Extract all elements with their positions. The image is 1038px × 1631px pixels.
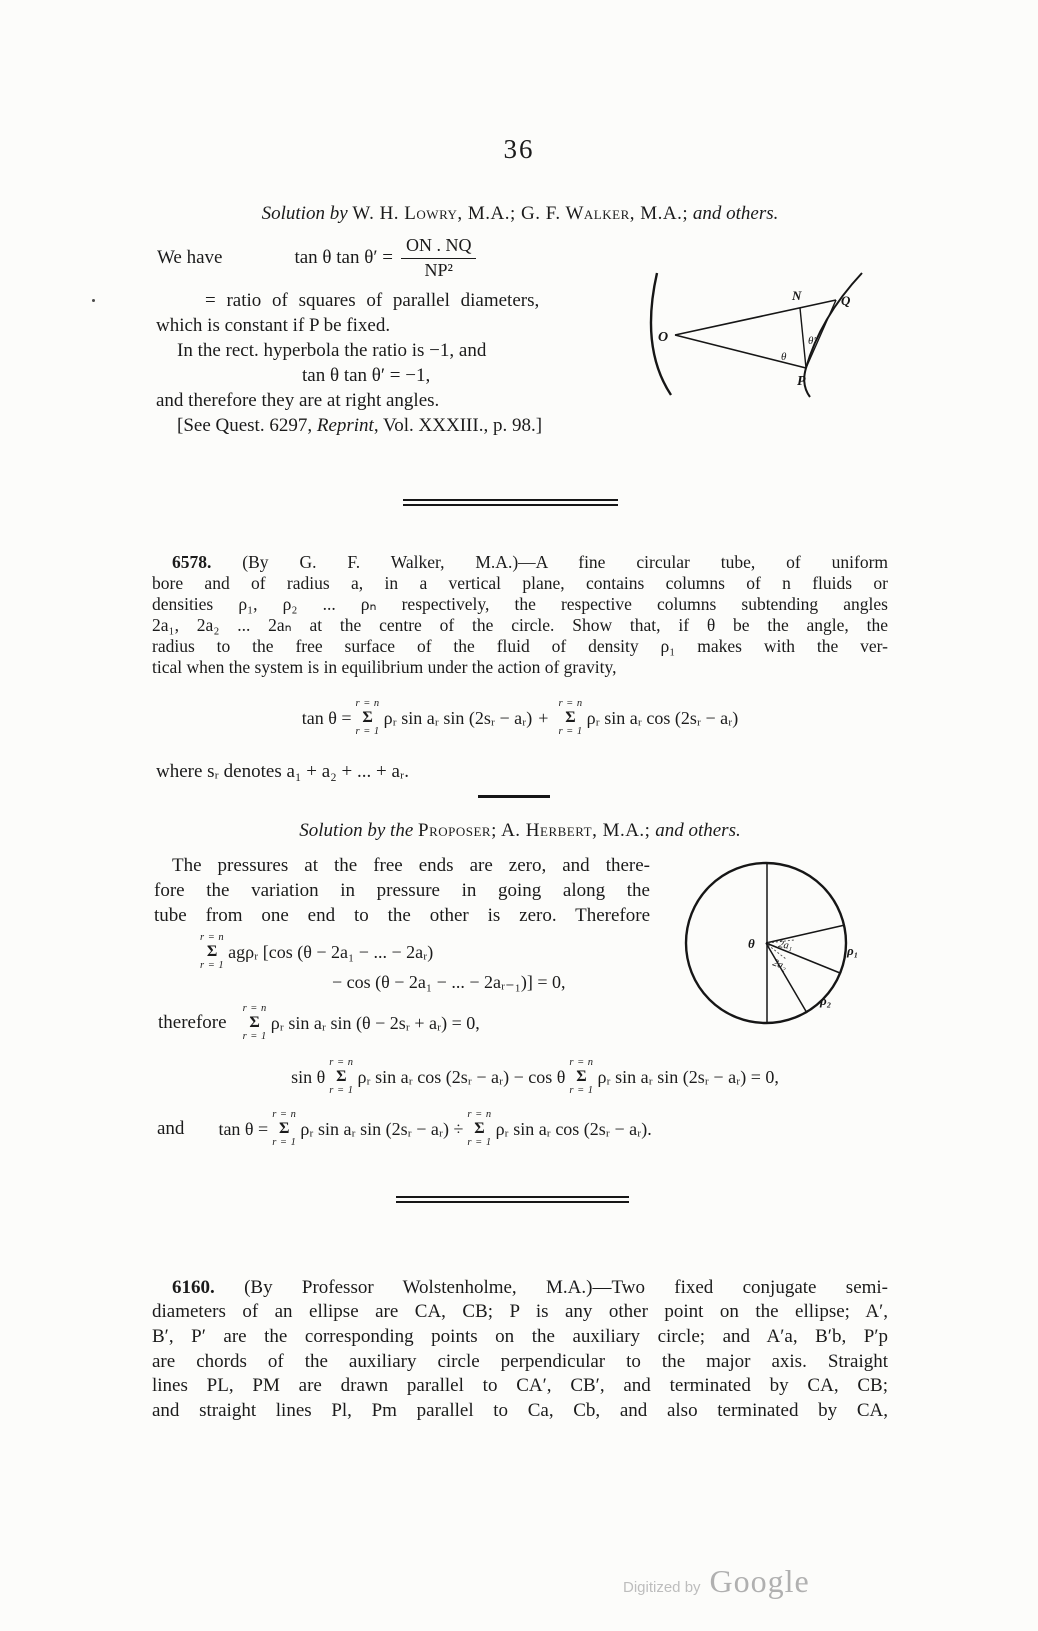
equation-pressure-sum-cont: − cos (θ − 2a₁ − ... − 2aᵣ₋₁)] = 0, xyxy=(332,972,566,992)
line-NP xyxy=(800,308,806,368)
equation-tan-theta-main xyxy=(150,692,890,744)
text-line: and therefore they are at right angles. xyxy=(156,390,440,411)
page-number: 36 xyxy=(503,134,535,164)
summation xyxy=(558,699,582,738)
text-line: densities ρ₁, ρ₂ ... ρₙ respectively, the respective columns subtending angles xyxy=(152,594,888,614)
text-line: fore the variation in pressure in going along the xyxy=(154,880,650,901)
sum-upper-limit: r = n xyxy=(467,1108,492,1120)
text-line: The pressures at the free ends are zero, and there- xyxy=(172,855,650,876)
text-line: tube from one end to the other is zero. Therefore xyxy=(154,905,650,926)
eq-operator: + xyxy=(538,707,549,728)
sum-upper-limit: r = n xyxy=(200,931,225,943)
separator-rule xyxy=(396,1196,629,1203)
summation xyxy=(467,1110,491,1149)
label-Q: Q xyxy=(841,293,851,308)
watermark-prefix: Digitized by xyxy=(623,1579,701,1596)
line-QP xyxy=(806,300,836,368)
sigma-symbol: Σ xyxy=(576,1068,587,1085)
google-logo: Google xyxy=(709,1563,810,1599)
line-OQ xyxy=(675,300,836,335)
sigma-symbol: Σ xyxy=(249,1014,260,1031)
google-watermark xyxy=(623,1563,810,1600)
sum-upper-limit: r = n xyxy=(242,1002,267,1014)
fraction-denominator: NP² xyxy=(424,259,453,280)
eq-body: agρᵣ [cos (θ − 2a₁ − ... − 2aᵣ) xyxy=(228,941,434,962)
we-have-label: We have xyxy=(157,247,223,268)
radius-1 xyxy=(766,925,845,943)
separator-rule xyxy=(403,499,618,506)
eq-term2: ρᵣ sin aᵣ cos (2sᵣ − aᵣ) xyxy=(586,707,739,728)
sigma-symbol: Σ xyxy=(474,1120,485,1137)
eq-mid: ρᵣ sin aᵣ sin (2sᵣ − aᵣ) ÷ xyxy=(300,1118,464,1139)
summation xyxy=(569,1058,593,1097)
therefore-label: therefore xyxy=(158,1012,227,1033)
text-line: = ratio of squares of parallel diameters, xyxy=(205,290,540,311)
solution-byline-6297 xyxy=(150,203,890,225)
text-line: which is constant if P be fixed. xyxy=(156,315,391,336)
sum-upper-limit: r = n xyxy=(355,697,380,709)
byline-names: W. H. Lowry, M.A.; G. F. Walker, M.A.; xyxy=(352,203,689,224)
summation xyxy=(355,699,379,738)
sum-upper-limit: r = n xyxy=(329,1056,354,1068)
text-line: In the rect. hyperbola the ratio is −1, and xyxy=(177,340,487,361)
sum-lower-limit: r = 1 xyxy=(329,1085,354,1096)
text-line: are chords of the auxiliary circle perpendicular to the major axis. Straight xyxy=(152,1351,888,1372)
ink-speck xyxy=(92,299,95,302)
label-theta: θ xyxy=(748,936,755,951)
eq-mid: ρᵣ sin aᵣ cos (2sᵣ − aᵣ) − cos θ xyxy=(357,1066,566,1087)
reference-italic: Reprint xyxy=(316,415,374,436)
sum-upper-limit: r = n xyxy=(569,1056,594,1068)
eq-pre: sin θ xyxy=(291,1066,326,1087)
text-line: lines PL, PM are drawn parallel to CA′, CB′, and terminated by CA, CB; xyxy=(152,1375,888,1396)
problem-number: 6160. xyxy=(172,1277,215,1298)
text-line: B′, P′ are the corresponding points on the auxiliary circle; and A′a, B′b, P′p xyxy=(152,1326,888,1347)
sigma-symbol: Σ xyxy=(336,1068,347,1085)
byline-tail: and others. xyxy=(692,203,779,224)
label-rho2: ρ₂ xyxy=(820,993,832,1008)
byline-lead: Solution by xyxy=(261,203,348,224)
eq-lhs: tan θ = xyxy=(301,707,352,728)
label-N: N xyxy=(792,288,802,303)
summation xyxy=(272,1110,296,1149)
byline-lead: Solution by the xyxy=(299,820,414,841)
label-theta-prime: θ′ xyxy=(808,335,816,347)
eq-tail: ρᵣ sin aᵣ cos (2sᵣ − aᵣ). xyxy=(495,1118,652,1139)
eq-tail: ρᵣ sin aᵣ sin (2sᵣ − aᵣ) = 0, xyxy=(597,1066,779,1087)
hyperbola-figure xyxy=(600,248,900,413)
label-2a2: 2a₂ xyxy=(770,957,789,973)
sum-lower-limit: r = 1 xyxy=(467,1137,492,1148)
label-2a1: 2a₁ xyxy=(777,939,794,953)
summation xyxy=(243,1004,267,1043)
sum-lower-limit: r = 1 xyxy=(272,1137,297,1148)
text-line: diameters of an ellipse are CA, CB; P is any other point on the ellipse; A′, xyxy=(152,1301,888,1322)
eq-term1: ρᵣ sin aᵣ sin (2sᵣ − aᵣ) xyxy=(383,707,533,728)
label-rho1: ρ₁ xyxy=(847,943,859,958)
radius-3 xyxy=(766,943,807,1013)
sum-lower-limit: r = 1 xyxy=(242,1031,267,1042)
equation-tan-product xyxy=(157,232,476,284)
equation-tan-neg1: tan θ tan θ′ = −1, xyxy=(302,365,431,386)
equation-final-tan xyxy=(157,1103,652,1155)
problem-6160-line1 xyxy=(172,1276,888,1301)
eq-lhs: tan θ = xyxy=(218,1118,269,1139)
summation xyxy=(200,933,224,972)
sum-upper-limit: r = n xyxy=(558,697,583,709)
text-line: tical when the system is in equilibrium under the action of gravity, xyxy=(152,657,617,677)
where-clause: where sᵣ denotes a₁ + a₂ + ... + aᵣ. xyxy=(156,761,410,782)
problem-number: 6578. xyxy=(172,552,212,572)
problem-text: (By G. F. Walker, M.A.)—A fine circular tube, of uniform xyxy=(242,552,889,572)
summation xyxy=(329,1058,353,1097)
sum-lower-limit: r = 1 xyxy=(569,1085,594,1096)
circle-figure xyxy=(680,858,865,1030)
equation-pressure-sum xyxy=(196,928,433,976)
text-line: radius to the free surface of the fluid of density ρ₁ makes with the ver- xyxy=(152,636,888,656)
short-rule xyxy=(478,795,550,798)
reference-pre: [See Quest. 6297, xyxy=(177,415,317,436)
label-P: P xyxy=(797,374,806,389)
problem-text: (By Professor Wolstenholme, M.A.)—Two fixed conjugate semi- xyxy=(244,1277,889,1298)
sigma-symbol: Σ xyxy=(362,709,373,726)
equation-sin-cos xyxy=(150,1051,920,1103)
reference-post: , Vol. XXXIII., p. 98.] xyxy=(373,415,543,436)
fraction xyxy=(401,236,477,281)
sum-upper-limit: r = n xyxy=(272,1108,297,1120)
label-theta: θ xyxy=(781,351,787,363)
text-line: and straight lines Pl, Pm parallel to Ca, Cb, and also terminated by CA, xyxy=(152,1400,888,1421)
text-line: 2a₁, 2a₂ ... 2aₙ at the centre of the circle. Show that, if θ be the angle, the xyxy=(152,615,888,635)
eq-body: ρᵣ sin aᵣ sin (θ − 2sᵣ + aᵣ) = 0, xyxy=(270,1012,480,1033)
fraction-numerator: ON . NQ xyxy=(401,236,477,259)
sigma-symbol: Σ xyxy=(279,1120,290,1137)
tan-lhs: tan θ tan θ′ = xyxy=(294,247,393,268)
sigma-symbol: Σ xyxy=(565,709,576,726)
sum-lower-limit: r = 1 xyxy=(558,726,583,737)
byline-names: Proposer; A. Herbert, M.A.; xyxy=(418,820,651,841)
reference-line xyxy=(177,414,542,438)
sum-lower-limit: r = 1 xyxy=(355,726,380,737)
sigma-symbol: Σ xyxy=(206,943,218,960)
problem-6578-line1 xyxy=(172,552,888,573)
equation-therefore xyxy=(158,999,480,1047)
label-O: O xyxy=(658,330,669,345)
solution-byline-6578 xyxy=(150,820,890,842)
byline-tail: and others. xyxy=(655,820,741,841)
sum-lower-limit: r = 1 xyxy=(200,960,225,971)
and-label: and xyxy=(157,1118,185,1139)
text-line: bore and of radius a, in a vertical plane, contains columns of n fluids or xyxy=(152,573,888,593)
